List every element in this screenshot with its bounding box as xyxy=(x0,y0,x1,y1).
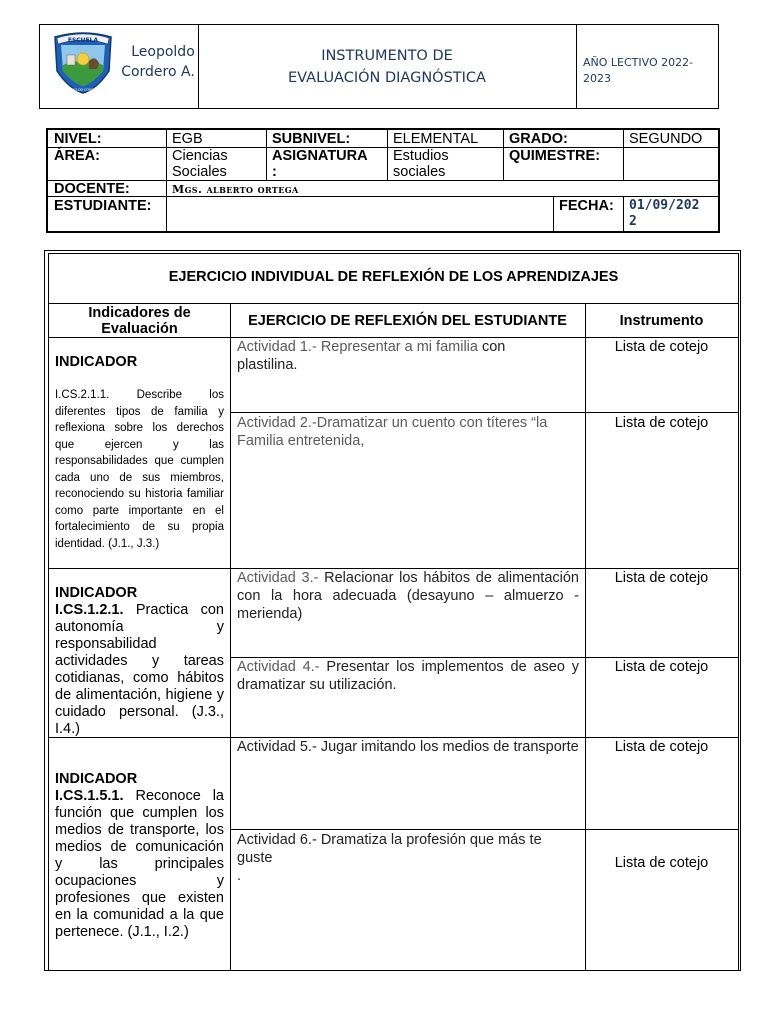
activity-4-text: Presentar los implementos de aseo y dramatizar su utilización. xyxy=(237,659,579,693)
activity-4 xyxy=(237,658,579,694)
school-logo-icon xyxy=(49,31,117,95)
academic-year-line2: 2023 xyxy=(583,72,611,85)
indicator-3-heading: INDICADOR xyxy=(55,771,138,787)
indicator-1-heading: INDICADOR xyxy=(55,354,138,370)
document-title-line1: INSTRUMENTO DE xyxy=(321,48,453,64)
quimestre-value[interactable] xyxy=(623,148,720,180)
docente-value: Mgs. alberto ortega xyxy=(172,183,299,196)
activity-5-instrument: Lista de cotejo xyxy=(614,739,709,755)
nivel-value: EGB xyxy=(172,131,203,147)
indicator-2-text: Practica con autonomía y responsabilidad actividades y tareas cotidianas, como hábitos de alimentación, higiene y cuidado personal. (J.3., I.4.) xyxy=(55,602,224,737)
activity-3-text: Relacionar los hábitos de alimentación con la hora adecuada (desayuno – almuerzo - merienda) xyxy=(237,570,579,622)
fecha-value-line2: 2 xyxy=(629,214,637,229)
document-header xyxy=(39,24,719,109)
area-value xyxy=(166,148,266,180)
activity-3-instrument: Lista de cotejo xyxy=(614,570,709,586)
col-header-indicadores-line2: Evaluación xyxy=(101,321,178,337)
docente-label: DOCENTE: xyxy=(54,181,130,197)
activity-2 xyxy=(237,414,579,450)
fecha-value xyxy=(623,198,720,230)
indicator-3 xyxy=(55,771,224,941)
table-title: EJERCICIO INDIVIDUAL DE REFLEXIÓN DE LOS APRENDIZAJES xyxy=(168,269,619,285)
subnivel-value: ELEMENTAL xyxy=(393,131,479,147)
activity-3-prefix: Actividad 3.- xyxy=(237,570,319,586)
info-table xyxy=(46,128,720,233)
asignatura-label-line2: : xyxy=(272,164,277,180)
fecha-value-line1: 01/09/202 xyxy=(629,198,700,213)
col-header-indicadores-line1: Indicadores de xyxy=(88,305,191,321)
academic-year-line1: AÑO LECTIVO 2022- xyxy=(583,56,694,69)
school-name-line1: Leopoldo xyxy=(131,44,195,60)
reflection-table xyxy=(48,253,739,971)
activity-6-instrument: Lista de cotejo xyxy=(614,855,709,871)
activity-1-text: con plastilina. xyxy=(237,339,506,373)
document-title-line2: EVALUACIÓN DIAGNÓSTICA xyxy=(288,70,486,86)
grado-label: GRADO: xyxy=(509,131,568,147)
activity-2-instrument: Lista de cotejo xyxy=(614,415,709,431)
indicator-3-text: Reconoce la función que cumplen los medios de transporte, los medios de comunicación y las principales ocupaciones y profesiones que existen en la comunidad a la que pertenece. (J.1., I.2.) xyxy=(55,788,224,940)
school-name-line2: Cordero A. xyxy=(121,64,195,80)
school-name xyxy=(118,42,198,82)
asignatura-value xyxy=(387,148,503,180)
indicator-2-code: I.CS.1.2.1. xyxy=(55,602,124,618)
col-header-indicadores xyxy=(49,305,230,337)
subnivel-label: SUBNIVEL: xyxy=(272,131,351,147)
estudiante-value[interactable] xyxy=(166,197,553,233)
activity-4-prefix: Actividad 4.- xyxy=(237,659,320,675)
nivel-label: NIVEL: xyxy=(54,131,102,147)
activity-1-instrument: Lista de cotejo xyxy=(614,339,709,355)
logo-top-text: ESCUELA xyxy=(67,37,99,44)
area-value-line2: Sociales xyxy=(172,164,227,180)
indicator-3-code: I.CS.1.5.1. xyxy=(55,788,124,804)
asignatura-label xyxy=(266,148,387,180)
activity-3 xyxy=(237,569,579,623)
col-header-ejercicio: EJERCICIO DE REFLEXIÓN DEL ESTUDIANTE xyxy=(248,313,567,329)
activity-6-extra: . xyxy=(237,868,242,884)
document-title xyxy=(198,45,576,89)
quimestre-label: QUIMESTRE: xyxy=(509,148,601,164)
area-label: ÁREA: xyxy=(54,148,100,164)
col-header-instrumento: Instrumento xyxy=(619,313,704,329)
grado-value: SEGUNDO xyxy=(629,131,703,147)
indicator-2-heading: INDICADOR xyxy=(55,585,138,601)
asignatura-value-line2: sociales xyxy=(393,164,446,180)
indicator-1 xyxy=(55,354,224,552)
activity-4-instrument: Lista de cotejo xyxy=(614,659,709,675)
activity-2-prefix: Actividad 2.-Dramatizar un cuento con títeres “la Familia entretenida, xyxy=(237,415,548,449)
area-value-line1: Ciencias xyxy=(172,148,228,164)
indicator-2 xyxy=(55,585,224,738)
academic-year xyxy=(583,55,718,87)
activity-5-text: Actividad 5.- Jugar imitando los medios de transporte xyxy=(237,739,579,755)
estudiante-label: ESTUDIANTE: xyxy=(54,198,152,214)
activity-6 xyxy=(237,831,567,885)
asignatura-label-line1: ASIGNATURA xyxy=(272,148,368,164)
fecha-label: FECHA: xyxy=(559,198,614,214)
activity-1-prefix: Actividad 1.- Representar a mi familia xyxy=(237,339,478,355)
activity-6-text: Actividad 6.- Dramatiza la profesión que más te guste xyxy=(237,832,542,866)
activity-1 xyxy=(237,338,547,374)
asignatura-value-line1: Estudios xyxy=(393,148,449,164)
activity-5 xyxy=(237,738,579,756)
logo-bottom-text: LEOPOLDO CORDERO xyxy=(65,88,101,92)
indicator-1-text: I.CS.2.1.1. Describe los diferentes tipos de familia y reflexiona sobre los derechos que ejercen y las responsabilidades que cumplen cada uno de sus miembros, reconociendo su historia familiar como parte importante en el fortalecimiento de su propia identidad. (J.1., J.3.) xyxy=(55,389,224,550)
